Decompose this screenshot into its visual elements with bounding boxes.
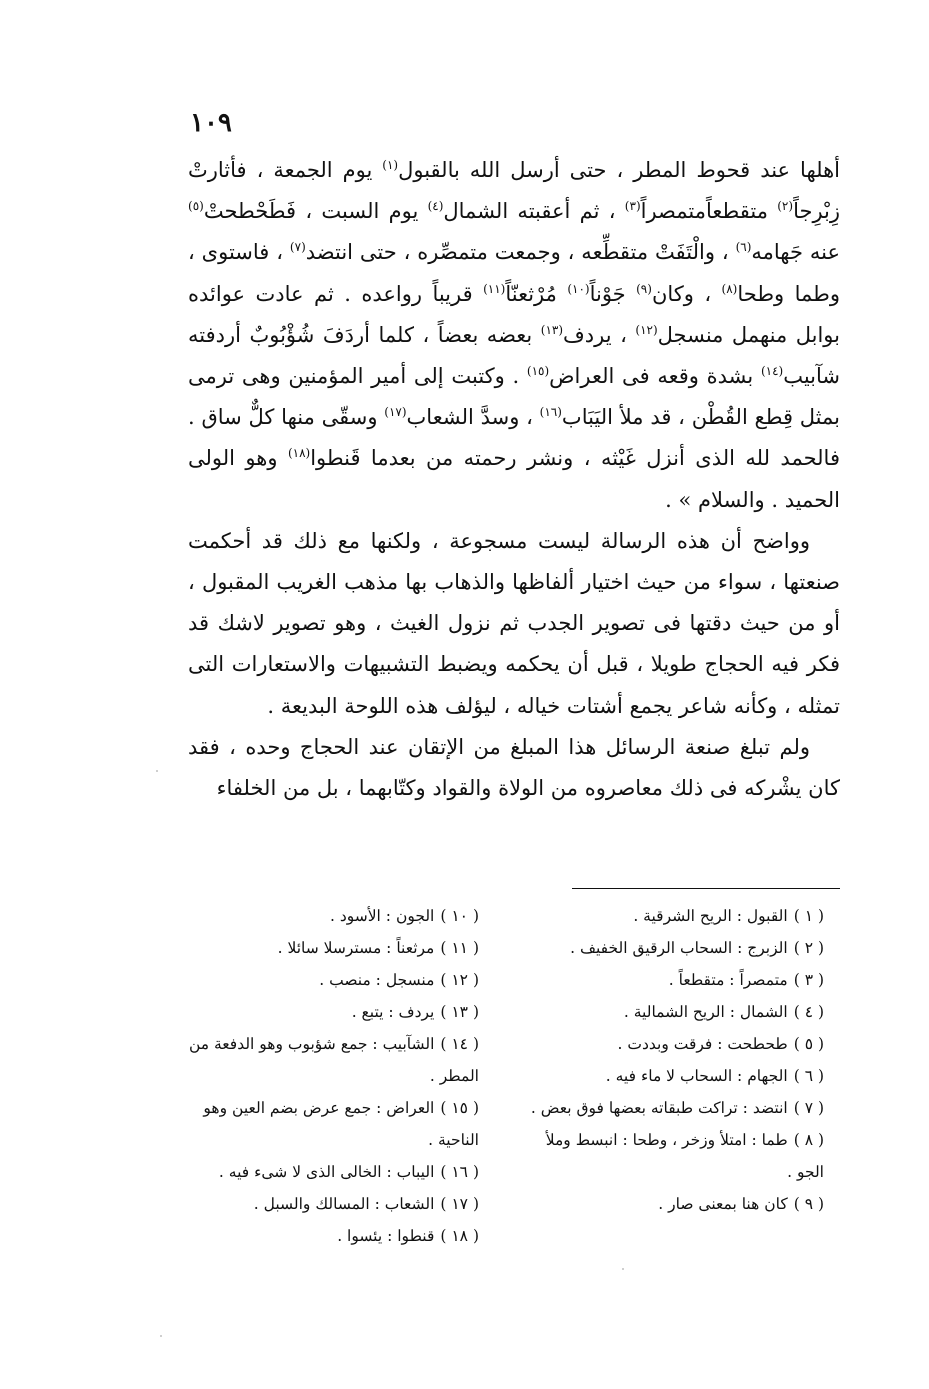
footnote-ref: (١٤) — [760, 364, 784, 379]
text-run: ، فاستوى ، وطما وطحا — [188, 240, 840, 306]
footnote-item — [184, 964, 479, 996]
footnote-text: العراض : جمع عرض بضم العين وهو الناحية . — [203, 1099, 479, 1149]
footnote-item — [184, 900, 479, 932]
text-run: ، والْتَفَتْ متقطِّعه ، وجمعت متمصِّره ، حتى انتضد — [305, 240, 736, 265]
text-run: بعضه بعضاً ، كلما أردَفَ شُؤْبُوبٌ أردفته شآبيب — [188, 322, 840, 389]
footnote-text: طما : امتلأ وزخر ، وطحا : انبسط وملأ الجو . — [545, 1131, 824, 1181]
text-run: جَوْناً — [589, 281, 637, 306]
page-number: ١٠٩ — [190, 108, 232, 138]
footnote-item — [514, 1028, 824, 1060]
footnote-ref: (١٠) — [567, 281, 590, 296]
body-paragraph — [188, 727, 840, 809]
text-run: وواضح أن هذه الرسالة ليست مسجوعة ، ولكنها مع ذلك قد أحكمت صنعتها ، سواء من حيث اختيار ألفاظها والذهاب بها مذهب الغريب المقبول ، أو من حيث دقتها فى تصوير الجدب ثم نزول الغيث ، وهو تصوير لاشك قد فكر فيه الحجاج طويلا ، قبل أن يحكمه ويضبط التشبيهات والاستعارات التى تمثله ، وكأنه شاعر يجمع أشتات خياله ، ليؤلف هذه اللوحة البديعة . — [188, 528, 840, 718]
footnote-number: ( ١٣ ) — [440, 1003, 479, 1021]
footnote-ref: (٧) — [289, 240, 306, 255]
footnote-text: يردف : يتبع . — [351, 1003, 435, 1021]
text-run: يوم السبت ، فَطَحْطحتْ — [203, 199, 428, 224]
text-run: أهلها عند قحوط المطر ، حتى أرسل الله بالقبول — [398, 158, 840, 182]
footnote-ref: (٢) — [777, 199, 794, 214]
footnote-ref: (١٣) — [540, 322, 564, 337]
footnotes-left-column — [184, 900, 479, 1252]
footnote-text: قنطوا : يئسوا . — [337, 1227, 435, 1245]
footnote-item — [514, 932, 824, 964]
footnote-ref: (١٨) — [287, 446, 311, 461]
footnote-text: مرثعناً : مسترسلا سائلا . — [277, 939, 435, 957]
footnote-item — [184, 932, 479, 964]
footnote-text: طحطحت : فرقت وبددت . — [617, 1035, 788, 1053]
footnote-text: الشآبيب : جمع شؤبوب وهو الدفعة من المطر . — [188, 1035, 479, 1085]
footnote-number: ( ١٦ ) — [440, 1163, 479, 1181]
footnote-item — [184, 1092, 479, 1156]
text-run: ، يردف — [563, 322, 636, 347]
footnote-text: متمصراً : متقطعاً . — [668, 971, 788, 989]
footnote-text: الزبرج : السحاب الرقيق الخفيف . — [570, 939, 788, 957]
footnotes-right-column — [514, 900, 824, 1220]
footnote-number: ( ١٢ ) — [440, 971, 479, 989]
body-paragraph — [188, 521, 840, 727]
footnote-item — [514, 964, 824, 996]
footnote-number: ( ١٤ ) — [440, 1035, 479, 1053]
footnote-item — [184, 1188, 479, 1220]
footnote-number: ( ١٥ ) — [440, 1099, 479, 1117]
footnote-item — [514, 900, 824, 932]
footnote-item — [514, 1092, 824, 1124]
footnote-number: ( ١ ) — [793, 907, 824, 925]
footnote-ref: (٩) — [636, 281, 652, 296]
footnote-number: ( ٣ ) — [793, 971, 824, 989]
text-run: ، وسدَّ الشعاب — [406, 405, 540, 430]
footnote-ref: (١٢) — [635, 322, 658, 337]
text-run: ، ثم أعقبته الشمال — [443, 199, 625, 224]
footnote-text: الجون : الأسود . — [329, 907, 435, 925]
footnote-number: ( ١٠ ) — [440, 907, 479, 925]
footnote-text: انتضد : تراكت طبقاته بعضها فوق بعض . — [530, 1099, 788, 1117]
footnote-item — [514, 996, 824, 1028]
footnote-ref: (٥) — [188, 199, 204, 214]
scan-speck — [156, 770, 158, 772]
text-run: وسقّى منها كلٌّ ساق . فالحمد لله الذى أنزل غَيْثه ، ونشر رحمته من بعدما قَنطوا — [188, 405, 840, 471]
body-text — [188, 150, 840, 809]
footnote-separator — [572, 888, 840, 889]
footnote-item — [514, 1060, 824, 1092]
footnote-ref: (٦) — [735, 240, 752, 255]
footnote-number: ( ٥ ) — [793, 1035, 824, 1053]
footnote-ref: (١١) — [483, 281, 506, 296]
footnote-number: ( ٤ ) — [793, 1003, 824, 1021]
footnote-ref: (١٥) — [526, 364, 550, 379]
footnote-text: كان هنا بمعنى صار . — [658, 1195, 788, 1213]
footnote-text: منسجل : منصب . — [319, 971, 435, 989]
footnote-ref: (٨) — [721, 281, 738, 296]
footnote-number: ( ٢ ) — [793, 939, 824, 957]
footnote-ref: (٣) — [624, 199, 641, 214]
text-run: ، وكان — [651, 281, 722, 306]
text-run: . وكتبت إلى أمير المؤمنين وهى ترمى بمثل قِطع القُطْن ، قد ملأ اليَبَاب — [188, 364, 840, 430]
footnote-number: ( ٦ ) — [793, 1067, 824, 1085]
footnote-ref: (٤) — [427, 199, 444, 214]
footnote-number: ( ١٧ ) — [440, 1195, 479, 1213]
scan-speck — [622, 1268, 624, 1270]
text-run: قريباً رواعده . ثم عادت عوائده بوابل منهمل منسجل — [188, 281, 841, 347]
footnote-number: ( ١٨ ) — [440, 1227, 479, 1245]
footnote-number: ( ٧ ) — [793, 1099, 824, 1117]
footnote-number: ( ١١ ) — [440, 939, 479, 957]
footnote-item — [184, 996, 479, 1028]
footnote-number: ( ٨ ) — [793, 1131, 824, 1149]
body-paragraph — [188, 150, 840, 521]
footnote-text: اليباب : الخالى الذى لا شىء فيه . — [218, 1163, 435, 1181]
footnote-ref: (١٧) — [384, 405, 407, 420]
footnote-text: الشعاب : المسالك والسبل . — [253, 1195, 435, 1213]
text-run: يوم الجمعة ، فأثارتْ زِبْرِجاً — [188, 158, 841, 224]
scan-speck — [160, 1335, 162, 1337]
text-run: ولم تبلغ صنعة الرسائل هذا المبلغ من الإتقان عند الحجاج وحده ، فقد كان يشْركه فى ذلك معاصروه من الولاة والقواد وكتّابهما ، بل من الخلفاء — [188, 734, 840, 801]
footnote-number: ( ٩ ) — [793, 1195, 824, 1213]
text-run: عنه جَهامه — [751, 240, 840, 265]
footnote-ref: (١) — [382, 158, 399, 172]
footnote-ref: (١٦) — [539, 405, 562, 420]
footnote-item — [514, 1124, 824, 1188]
footnote-item — [514, 1188, 824, 1220]
footnote-text: الجهام : السحاب لا ماء فيه . — [605, 1067, 788, 1085]
footnote-item — [184, 1156, 479, 1188]
text-run: وهو الولى الحميد . والسلام » . — [188, 446, 840, 512]
text-run: متقطعاًمتمصراً — [640, 199, 778, 224]
footnote-item — [184, 1028, 479, 1092]
footnote-text: الشمال : الريح الشمالية . — [623, 1003, 788, 1021]
text-run: بشدة وقعه فى العراض — [549, 364, 761, 389]
footnote-text: القبول : الريح الشرقية . — [633, 907, 788, 925]
footnote-item — [184, 1220, 479, 1252]
text-run: مُرْثعنّاً — [505, 281, 568, 306]
